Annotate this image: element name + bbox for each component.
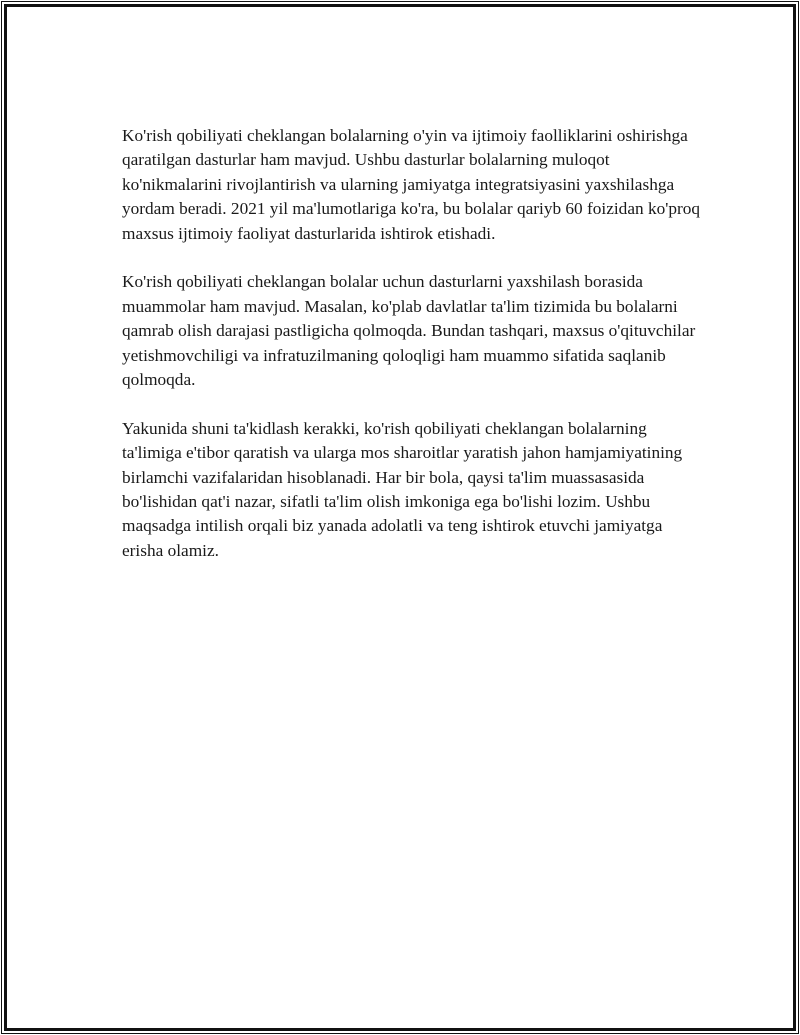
paragraph-3: Yakunida shuni ta'kidlash kerakki, ko'rish qobiliyati cheklangan bolalarning ta'limiga e'tibor qaratish va ularga mos sharoitlar yaratish jahon hamjamiyatining birlamchi vazifalaridan hisoblanadi. Har bir bola, qaysi ta'lim muassasasida bo'lishidan qat'i nazar, sifatli ta'lim olish imkoniga ega bo'lishi lozim. Ushbu maqsadga intilish orqali biz yanada adolatli va teng ishtirok etuvchi jamiyatga erisha olamiz. [122,418,683,560]
document-body [122,124,702,588]
page-border [4,4,796,1031]
paragraph-2: Ko'rish qobiliyati cheklangan bolalar uchun dasturlarni yaxshilash borasida muammolar ham mavjud. Masalan, ko'plab davlatlar ta'lim tizimida bu bolalarni qamrab olish darajasi pastligicha qolmoqda. Bundan tashqari, maxsus o'qituvchilar yetishmovchiligi va infratuzilmaning qoloqligi ham muammo sifatida saqlanib qolmoqda. [122,272,696,390]
paragraph-1: Ko'rish qobiliyati cheklangan bolalarning o'yin va ijtimoiy faolliklarini oshirishga qaratilgan dasturlar ham mavjud. Ushbu dasturlar bolalarning muloqot ko'nikmalarini rivojlantirish va ularning jamiyatga integratsiyasini yaxshilashga yordam beradi. 2021 yil ma'lumotlariga ko'ra, bu bolalar qariyb 60 foizidan ko'proq maxsus ijtimoiy faoliyat dasturlarida ishtirok etishadi. [122,126,701,243]
